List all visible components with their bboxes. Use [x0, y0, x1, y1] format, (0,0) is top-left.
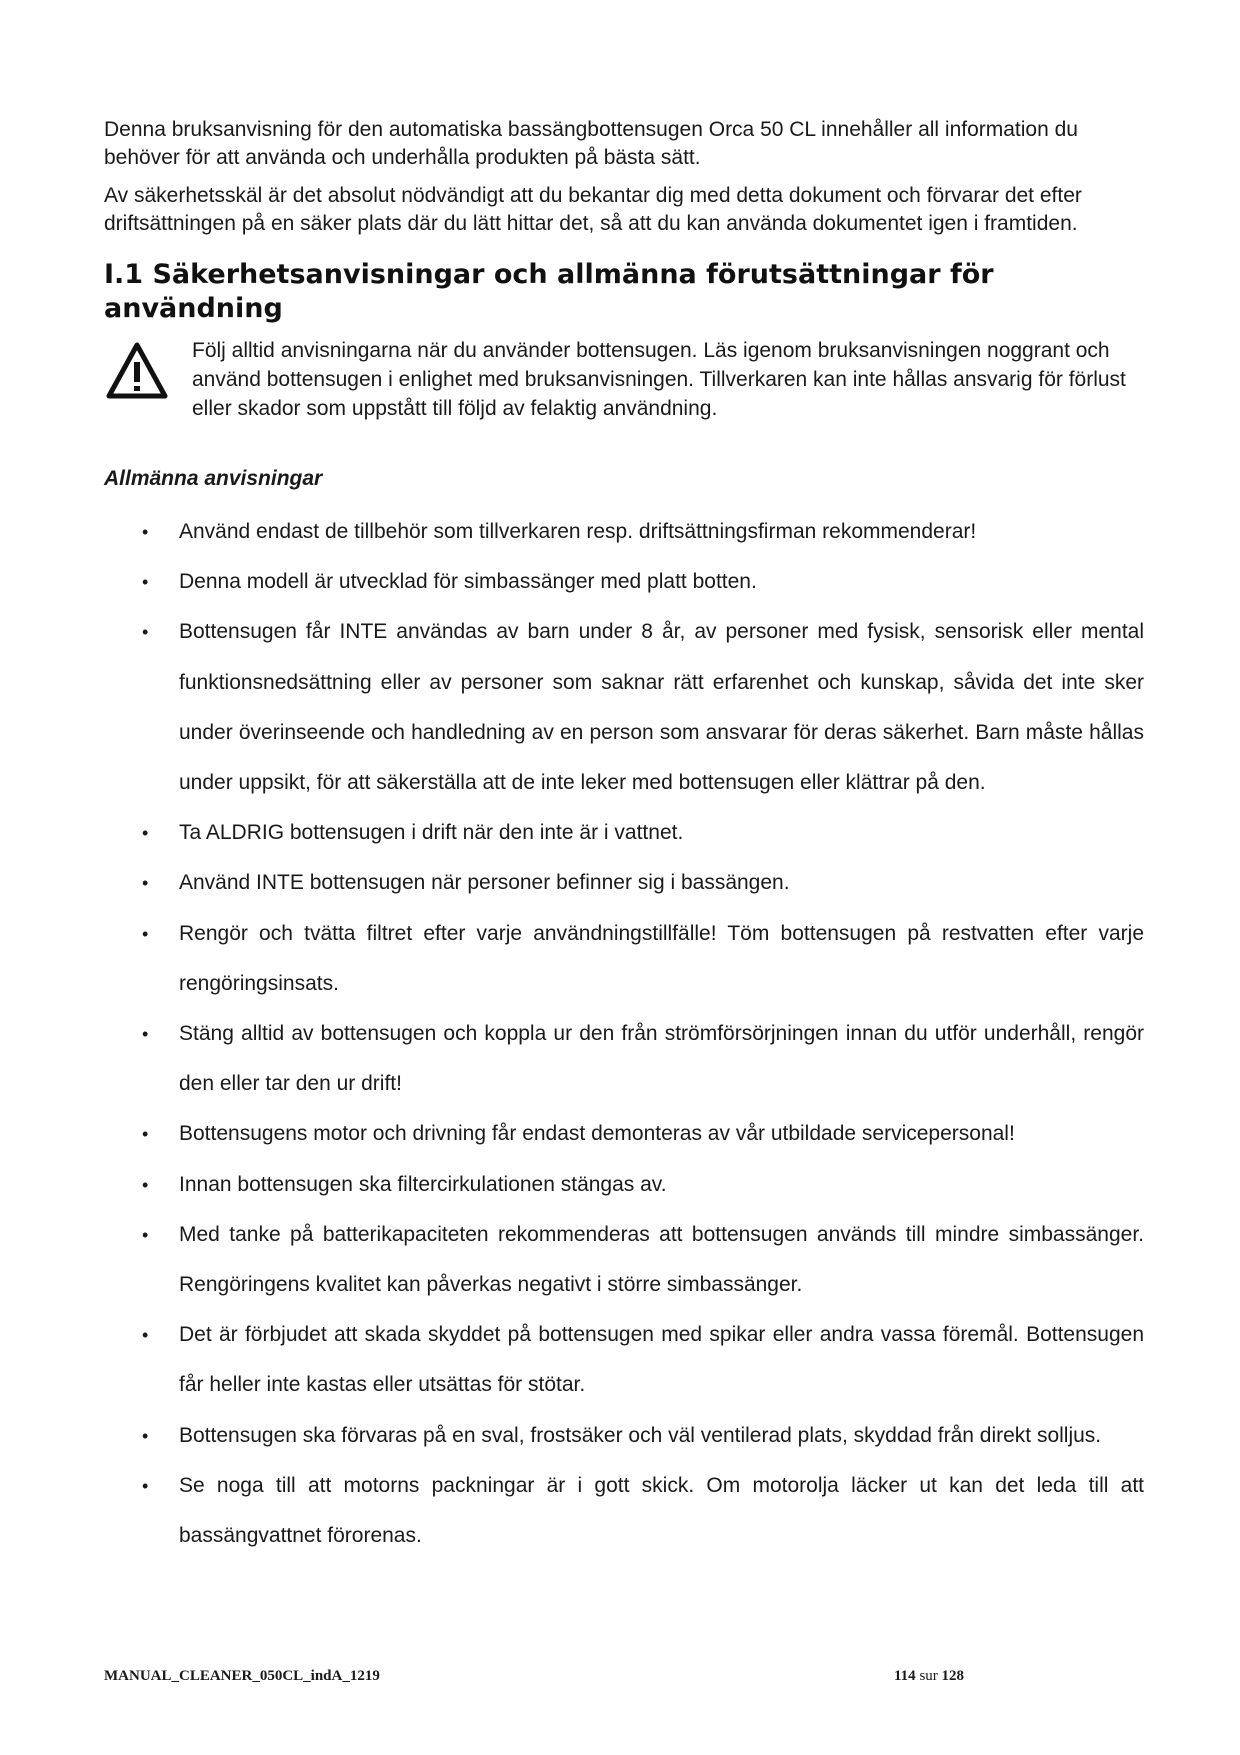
- current-page: 114: [894, 1668, 916, 1684]
- list-item-text: Använd endast de tillbehör som tillverkaren resp. driftsättningsfirman rekommenderar!: [179, 520, 977, 543]
- list-item: [104, 607, 1144, 808]
- list-item: [104, 1411, 1144, 1461]
- list-item-text: Denna modell är utvecklad för simbassänger med platt botten.: [179, 570, 757, 594]
- bullet-icon: •: [142, 1325, 149, 1346]
- warning-text: Följ alltid anvisningarna när du använder bottensugen. Läs igenom bruksanvisningen noggrant och använd bottensugen i enlighet med bruksanvisningen. Tillverkaren kan inte hållas ansvarig för förlust eller skador som uppstått till följd av felaktig användning.: [192, 339, 1126, 420]
- list-item: [104, 1210, 1144, 1310]
- list-item-text: Stäng alltid av bottensugen och koppla ur den från strömförsörjningen innan du utför underhåll, rengör den eller tar den ur drift!: [179, 1022, 1144, 1096]
- list-item-text: Se noga till att motorns packningar är i gott skick. Om motorolja läcker ut kan det leda till att bassängvattnet förorenas.: [179, 1473, 1144, 1548]
- general-instructions-list: [104, 507, 1144, 1561]
- list-item-text: Bottensugens motor och drivning får endast demonteras av vår utbildade servicepersonal!: [179, 1122, 1015, 1146]
- bullet-icon: •: [142, 1174, 149, 1195]
- list-item-text: Använd INTE bottensugen när personer befinner sig i bassängen.: [179, 871, 790, 895]
- bullet-icon: •: [142, 522, 149, 542]
- list-item: [104, 808, 1144, 858]
- section-heading: I.1 Säkerhetsanvisningar och allmänna förutsättningar för användning: [104, 259, 994, 324]
- list-item: [104, 1310, 1144, 1410]
- bullet-icon: •: [142, 1475, 149, 1496]
- list-item: [104, 1009, 1144, 1109]
- list-item-text: Bottensugen får INTE användas av barn under 8 år, av personer med fysisk, sensorisk eller mental funktionsnedsättning eller av personer som saknar rätt erfarenhet och kunskap, såvida det inte sker under överinseende och handledning av en person som ansvarar för deras säkerhet. Barn måste hållas under uppsikt, för att säkerställa att de inte leker med bottensugen eller klättrar på den.: [179, 620, 1144, 795]
- list-item-text: Ta ALDRIG bottensugen i drift när den inte är i vattnet.: [179, 821, 684, 845]
- list-item: [104, 1109, 1144, 1159]
- list-item-text: Rengör och tvätta filtret efter varje användningstillfälle! Töm bottensugen på restvatten efter varje rengöringsinsats.: [179, 921, 1144, 995]
- list-item: [104, 1160, 1144, 1210]
- bullet-icon: •: [142, 1425, 149, 1446]
- page-number: [894, 1668, 964, 1685]
- list-item-text: Det är förbjudet att skada skyddet på bottensugen med spikar eller andra vassa föremål. Bottensugen får heller inte kastas eller utsättas för stötar.: [179, 1323, 1144, 1397]
- total-pages: 128: [941, 1668, 965, 1684]
- list-item: [104, 909, 1144, 1009]
- warning-block: [104, 336, 1144, 423]
- list-item: [104, 1461, 1144, 1561]
- list-item-text: Med tanke på batterikapaciteten rekommenderas att bottensugen används till mindre simbassänger. Rengöringens kvalitet kan påverkas negativt i större simbassänger.: [179, 1222, 1144, 1297]
- bullet-icon: •: [142, 873, 149, 894]
- bullet-icon: •: [142, 1024, 149, 1045]
- list-item-text: Innan bottensugen ska filtercirkulationen stängas av.: [179, 1172, 667, 1196]
- intro-paragraph-2: Av säkerhetsskäl är det absolut nödvändigt att du bekantar dig med detta dokument och förvarar det efter driftsättningen på en säker plats där du lätt hittar det, så att du kan använda dokumentet igen i framtiden.: [104, 184, 1082, 235]
- warning-triangle-icon: [106, 342, 168, 400]
- document-page: [104, 116, 1144, 1561]
- list-item: [104, 507, 1144, 557]
- bullet-icon: •: [142, 572, 149, 593]
- bullet-icon: •: [142, 923, 149, 944]
- bullet-icon: •: [142, 1124, 149, 1145]
- general-instructions-heading: Allmänna anvisningar: [104, 467, 323, 490]
- list-item: [104, 858, 1144, 908]
- document-id: MANUAL_CLEANER_050CL_indA_1219: [104, 1668, 380, 1684]
- bullet-icon: •: [142, 823, 149, 844]
- intro-paragraph-1: Denna bruksanvisning för den automatiska bassängbottensugen Orca 50 CL innehåller all information du behöver för att använda och underhålla produkten på bästa sätt.: [104, 118, 1078, 169]
- page-separator: sur: [919, 1668, 938, 1684]
- bullet-icon: •: [142, 622, 149, 643]
- list-item-text: Bottensugen ska förvaras på en sval, frostsäker och väl ventilerad plats, skyddad från direkt solljus.: [179, 1423, 1102, 1447]
- list-item: [104, 557, 1144, 607]
- bullet-icon: •: [142, 1224, 149, 1245]
